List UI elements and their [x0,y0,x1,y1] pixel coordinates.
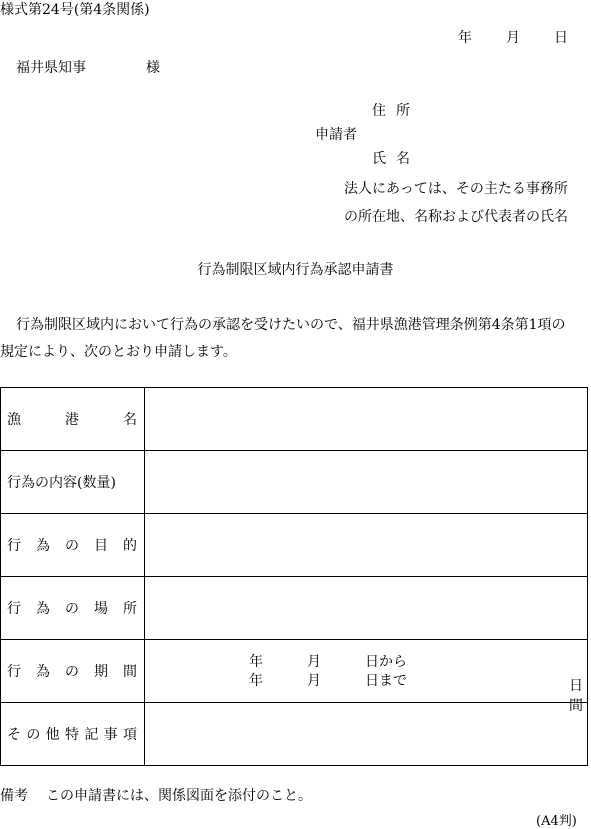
table-row [1,640,588,703]
date-line [458,31,568,45]
date-year: 年 [458,30,472,46]
date-month: 月 [506,30,520,46]
label-fishing-port-name: 漁 港 名 [1,388,145,451]
input-other-notes[interactable] [145,703,588,766]
input-activity-period[interactable] [145,640,588,714]
body-text-line1: 行為制限区域内において行為の承認を受けたいので、福井県漁港管理条例第4条第1項の [16,317,566,333]
document-title: 行為制限区域内行為承認申請書 [197,262,394,278]
body-text-line2: 規定により、次のとおり申請します。 [0,344,237,360]
input-activity-purpose[interactable] [145,514,588,577]
table-row [1,514,588,577]
addressee: 福井県知事 [16,60,86,76]
applicant-label: 申請者 [315,127,357,143]
label-activity-purpose: 行 為 の 目 的 [1,514,145,577]
corporation-note-line2: の所在地、名称および代表者の氏名 [344,209,568,225]
date-day: 日 [554,30,568,46]
input-activity-content[interactable] [145,451,588,514]
period-days: 日間 [569,678,583,714]
period-dates [249,651,583,714]
input-activity-location[interactable] [145,577,588,640]
input-fishing-port-name[interactable] [145,388,588,451]
address-label: 住所 [372,103,420,119]
label-activity-content: 行為の内容(数量) [1,451,145,514]
corporation-note-line1: 法人にあっては、その主たる事務所 [344,181,568,197]
addressee-honorific: 様 [146,60,160,76]
paper-size-note: (A4判) [536,814,577,829]
name-label: 氏名 [372,151,420,167]
period-to: 年 月 日まで [249,672,407,689]
application-table [0,387,588,766]
table-row [1,577,588,640]
label-activity-location: 行 為 の 場 所 [1,577,145,640]
form-number: 様式第24号(第4条関係) [0,2,150,18]
label-other-notes: そ の 他 特 記 事 項 [1,703,145,766]
table-row [1,703,588,766]
table-row [1,388,588,451]
period-from: 年 月 日から [249,653,407,670]
remarks-text: この申請書には、関係図面を添付のこと。 [46,788,312,804]
remarks-label: 備考 [0,788,28,804]
label-activity-period: 行 為 の 期 間 [1,640,145,703]
table-row [1,451,588,514]
